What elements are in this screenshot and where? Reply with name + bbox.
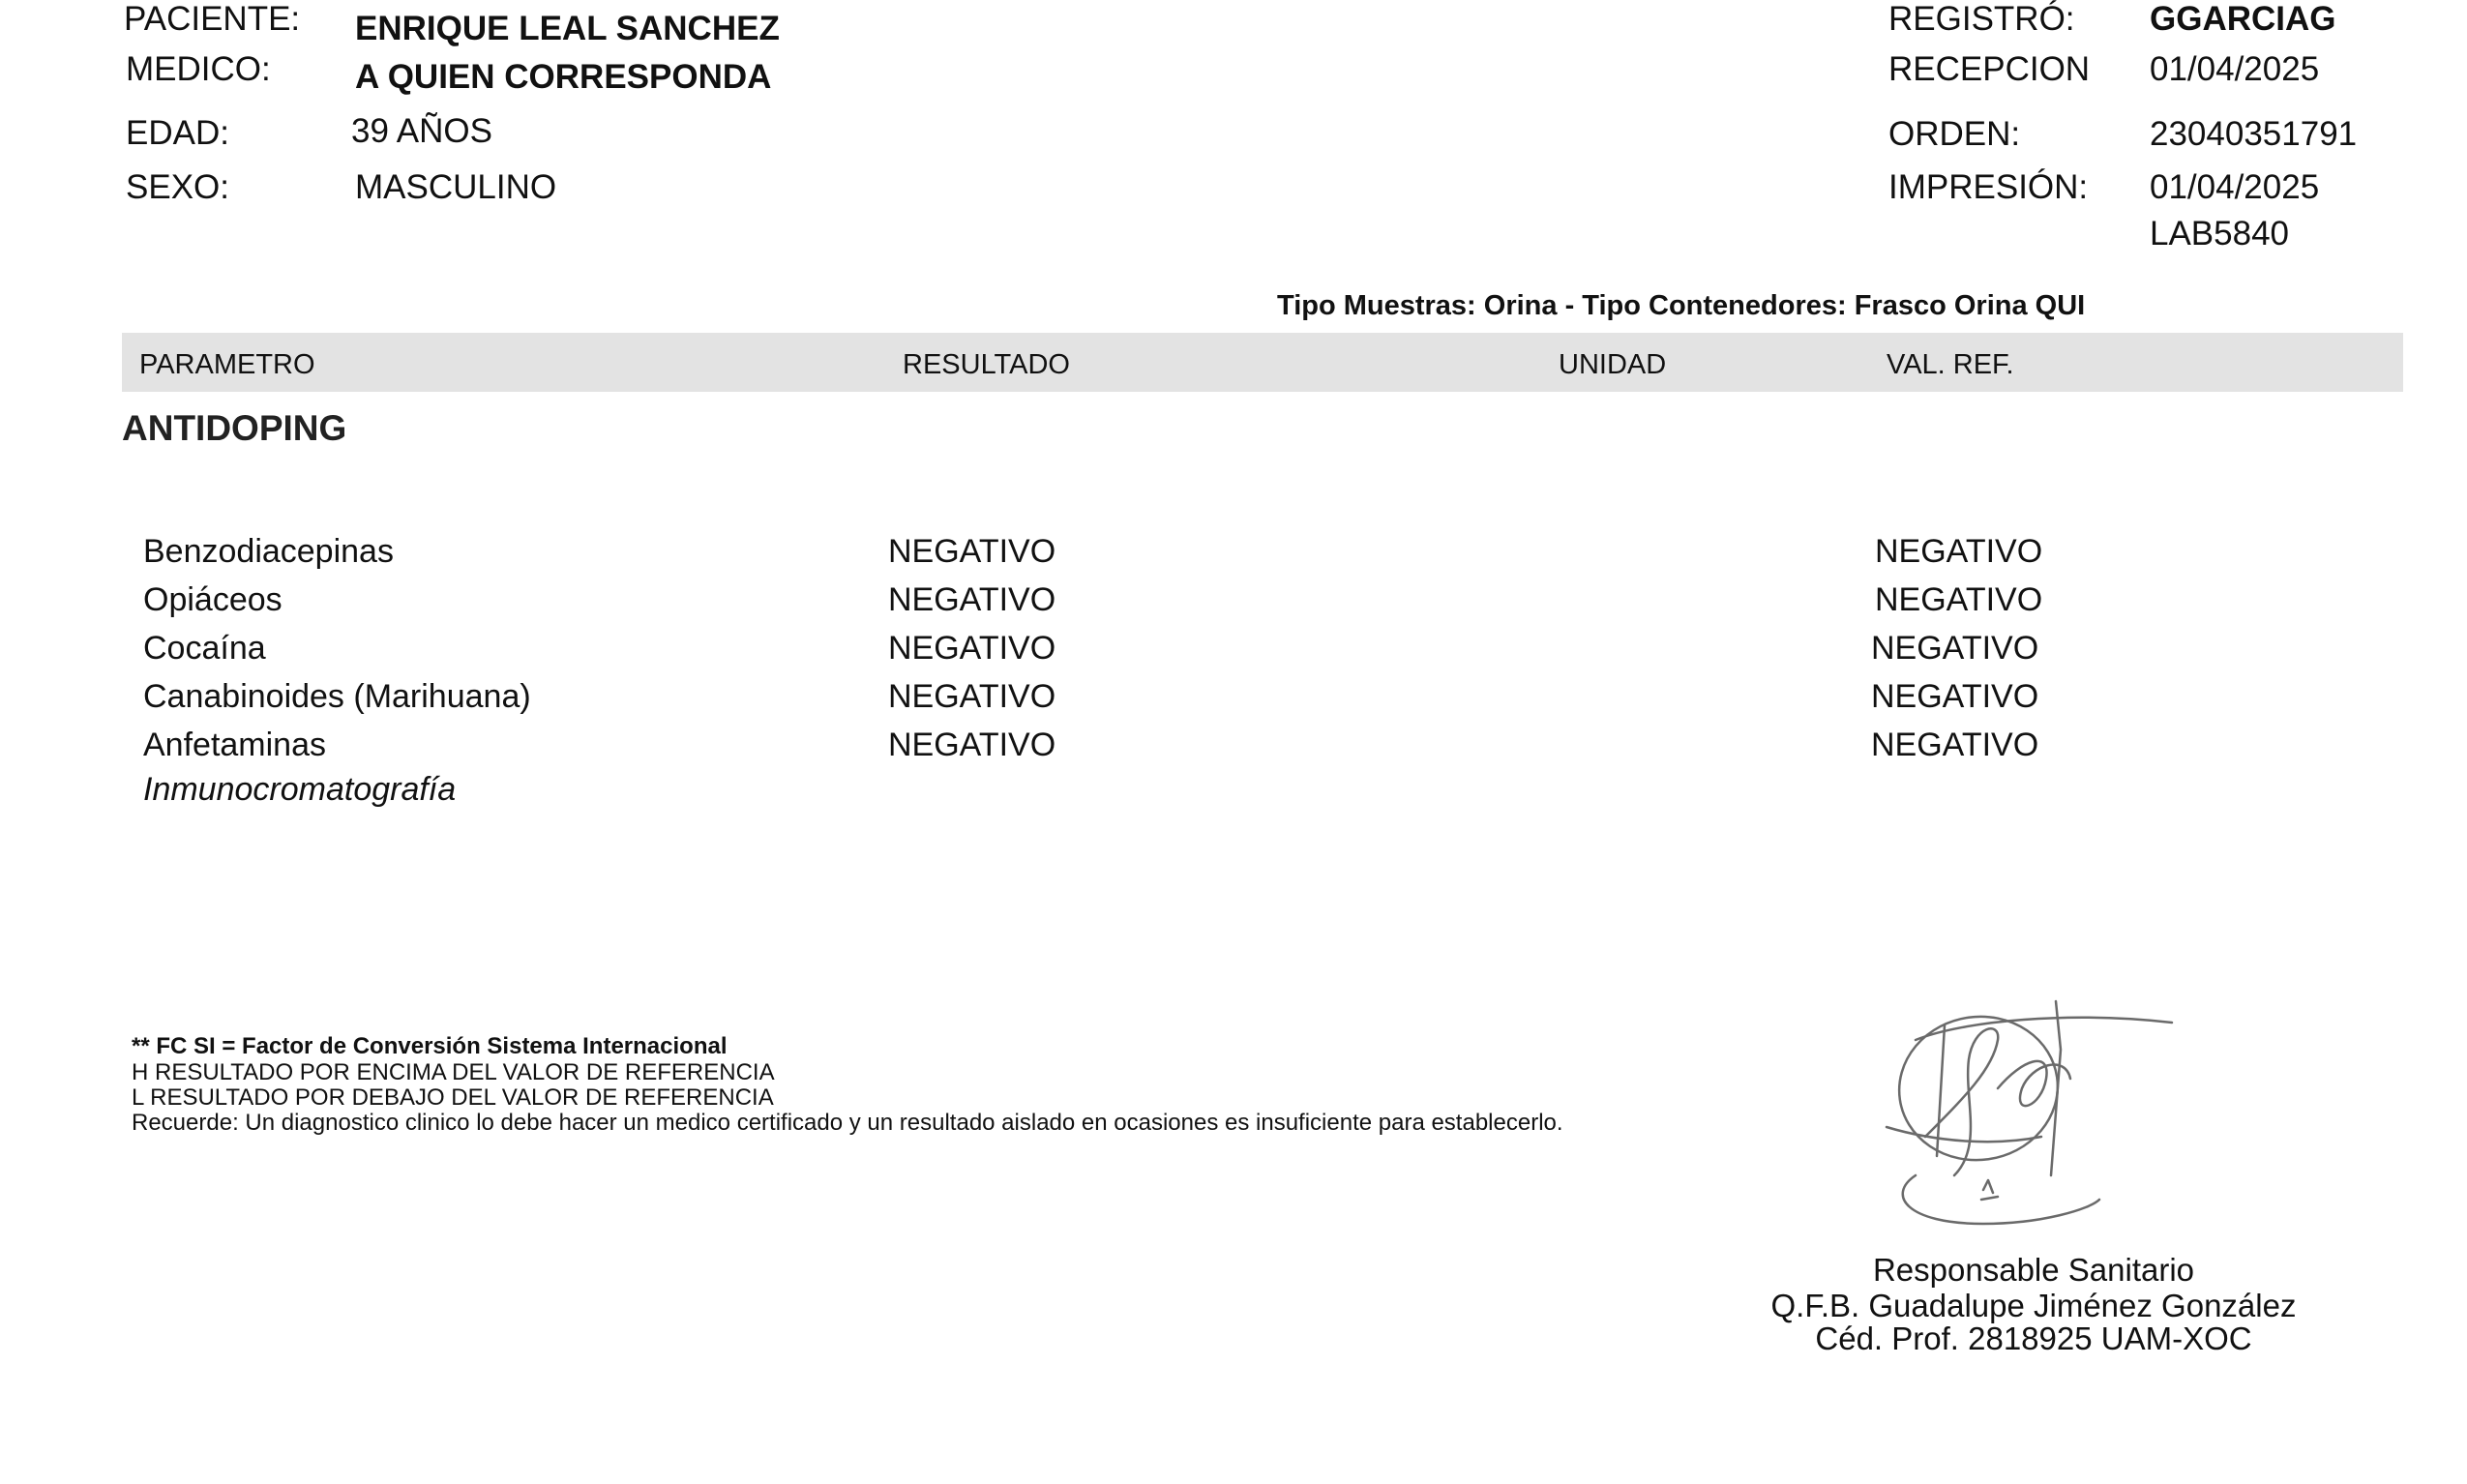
patient-label: PACIENTE: <box>124 0 301 38</box>
sex-label: SEXO: <box>126 168 229 206</box>
signature-drawing <box>1877 982 2206 1233</box>
doctor-name: A QUIEN CORRESPONDA <box>355 58 772 96</box>
column-reference: VAL. REF. <box>1887 349 2014 380</box>
age-value: 39 AÑOS <box>351 112 492 150</box>
row-result: NEGATIVO <box>888 727 1056 763</box>
order-number: 23040351791 <box>2150 115 2358 153</box>
sex-value: MASCULINO <box>355 168 557 206</box>
order-label: ORDEN: <box>1888 115 2021 153</box>
row-reference: NEGATIVO <box>1871 630 2039 667</box>
column-parameter: PARAMETRO <box>139 349 315 380</box>
row-parameter: Canabinoides (Marihuana) <box>143 678 531 715</box>
row-parameter: Anfetaminas <box>143 727 326 763</box>
row-result: NEGATIVO <box>888 678 1056 715</box>
row-parameter: Cocaína <box>143 630 266 667</box>
note-reminder: Recuerde: Un diagnostico clinico lo debe hacer un medico certificado y un resultado aislado en ocasiones es insuficiente para establecerlo. <box>132 1110 1563 1136</box>
lab-code: LAB5840 <box>2150 215 2290 252</box>
reception-date: 01/04/2025 <box>2150 50 2320 88</box>
method-label: Inmunocromatografía <box>143 771 457 808</box>
row-parameter: Opiáceos <box>143 581 282 618</box>
registered-label: REGISTRÓ: <box>1888 0 2075 38</box>
row-result: NEGATIVO <box>888 581 1056 618</box>
row-parameter: Benzodiacepinas <box>143 533 394 570</box>
signature-license: Céd. Prof. 2818925 UAM-XOC <box>1815 1321 2252 1356</box>
column-unit: UNIDAD <box>1559 349 1667 380</box>
signature-role: Responsable Sanitario <box>1872 1252 2195 1288</box>
row-reference: NEGATIVO <box>1871 727 2039 763</box>
doctor-label: MEDICO: <box>126 50 271 88</box>
row-result: NEGATIVO <box>888 533 1056 570</box>
row-reference: NEGATIVO <box>1875 533 2043 570</box>
specimen-info: Tipo Muestras: Orina - Tipo Contenedores: Frasco Orina QUI <box>1277 290 2086 321</box>
age-label: EDAD: <box>126 114 229 152</box>
registered-value: GGARCIAG <box>2150 0 2336 38</box>
row-reference: NEGATIVO <box>1875 581 2043 618</box>
reception-label: RECEPCION <box>1888 50 2091 88</box>
note-fc-si: ** FC SI = Factor de Conversión Sistema Internacional <box>132 1033 728 1059</box>
note-high: H RESULTADO POR ENCIMA DEL VALOR DE REFERENCIA <box>132 1059 775 1085</box>
row-result: NEGATIVO <box>888 630 1056 667</box>
print-date: 01/04/2025 <box>2150 168 2320 206</box>
patient-name: ENRIQUE LEAL SANCHEZ <box>355 10 780 47</box>
column-result: RESULTADO <box>903 349 1070 380</box>
signature-name: Q.F.B. Guadalupe Jiménez González <box>1770 1288 2297 1323</box>
note-low: L RESULTADO POR DEBAJO DEL VALOR DE REFERENCIA <box>132 1084 774 1111</box>
column-header-bar <box>122 333 2403 392</box>
section-title: ANTIDOPING <box>122 408 347 448</box>
print-label: IMPRESIÓN: <box>1888 168 2089 206</box>
row-reference: NEGATIVO <box>1871 678 2039 715</box>
